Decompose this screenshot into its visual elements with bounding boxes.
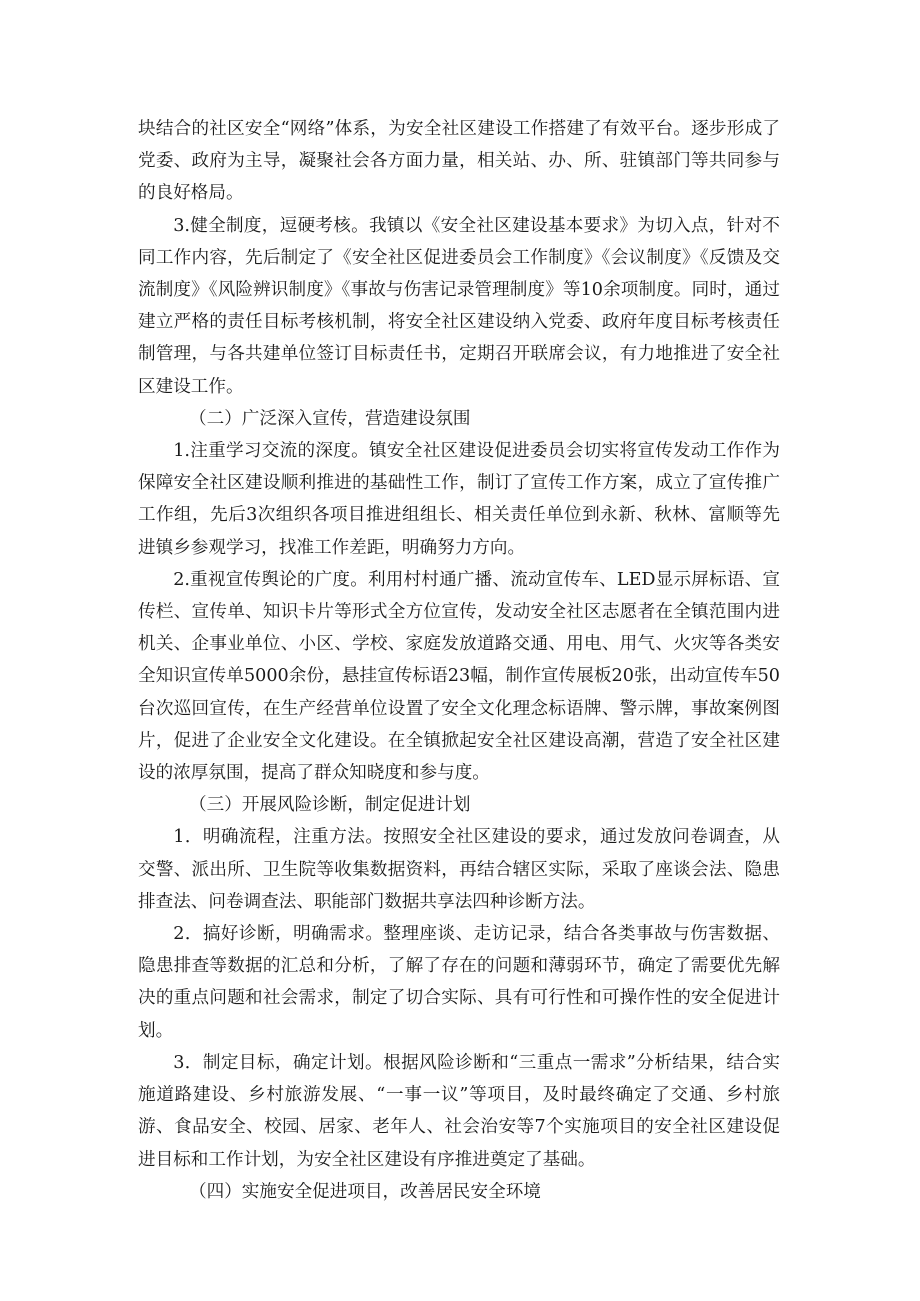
section-heading-2: （二）广泛深入宣传，营造建设氛围 [189, 408, 471, 429]
paragraph-study-exchange: 1.注重学习交流的深度。镇安全社区建设促进委员会切实将宣传发动工作作为保障安全社区建设顺利推进的基础性工作，制订了宣传工作方案，成立了宣传推广工作组，先后3次组织各项目推进组组长、相关责任单位到永新、秋林、富顺等先进镇乡参观学习，找准工作差距，明确努力方向。 [138, 441, 780, 558]
paragraph-diagnosis: 2．搞好诊断，明确需求。整理座谈、走访记录，结合各类事故与伤害数据、隐患排查等数据的汇总和分析，了解了存在的问题和薄弱环节，确定了需要优先解决的重点问题和社会需求，制定了切合实际、具有可行性和可操作性的安全促进计划。 [138, 924, 780, 1041]
paragraph-improve-system: 3.健全制度，逗硬考核。我镇以《安全社区建设基本要求》为切入点，针对不同工作内容，先后制定了《安全社区促进委员会工作制度》《会议制度》《反馈及交流制度》《风险辨识制度》《事故与伤害记录管理制度》等10余项制度。同时，通过建立严格的责任目标考核机制，将安全社区建设纳入党委、政府年度目标考核责任制管理，与各共建单位签订目标责任书，定期召开联席会议，有力地推进了安全社区建设工作。 [138, 215, 780, 397]
paragraph-continuation: 块结合的社区安全“网络”体系，为安全社区建设工作搭建了有效平台。逐步形成了党委、政府为主导，凝聚社会各方面力量，相关站、办、所、驻镇部门等共同参与的良好格局。 [138, 119, 780, 204]
paragraph-clarify-process: 1．明确流程，注重方法。按照安全社区建设的要求，通过发放问卷调查，从交警、派出所、卫生院等收集数据资料，再结合辖区实际，采取了座谈会法、隐患排查法、问卷调查法、职能部门数据共享法四种诊断方法。 [138, 827, 780, 912]
paragraph-set-goals: 3．制定目标，确定计划。根据风险诊断和“三重点一需求”分析结果，结合实施道路建设、乡村旅游发展、“一事一议”等项目，及时最终确定了交通、乡村旅游、食品安全、校园、居家、老年人、社会治安等7个实施项目的安全社区建设促进目标和工作计划，为安全社区建设有序推进奠定了基础。 [138, 1052, 780, 1170]
document-body [138, 113, 780, 1208]
section-heading-4: （四）实施安全促进项目，改善居民安全环境 [189, 1181, 541, 1202]
section-heading-3: （三）开展风险诊断，制定促进计划 [189, 795, 471, 816]
paragraph-publicity: 2.重视宣传舆论的广度。利用村村通广播、流动宣传车、LED显示屏标语、宣传栏、宣传单、知识卡片等形式全方位宣传，发动安全社区志愿者在全镇范围内进机关、企事业单位、小区、学校、家庭发放道路交通、用电、用气、火灾等各类安全知识宣传单5000余份，悬挂宣传标语23幅，制作宣传展板20张，出动宣传车50台次巡回宣传，在生产经营单位设置了安全文化理念标语牌、警示牌，事故案例图片，促进了企业安全文化建设。在全镇掀起安全社区建设高潮，营造了安全社区建设的浓厚氛围，提高了群众知晓度和参与度。 [138, 569, 780, 784]
